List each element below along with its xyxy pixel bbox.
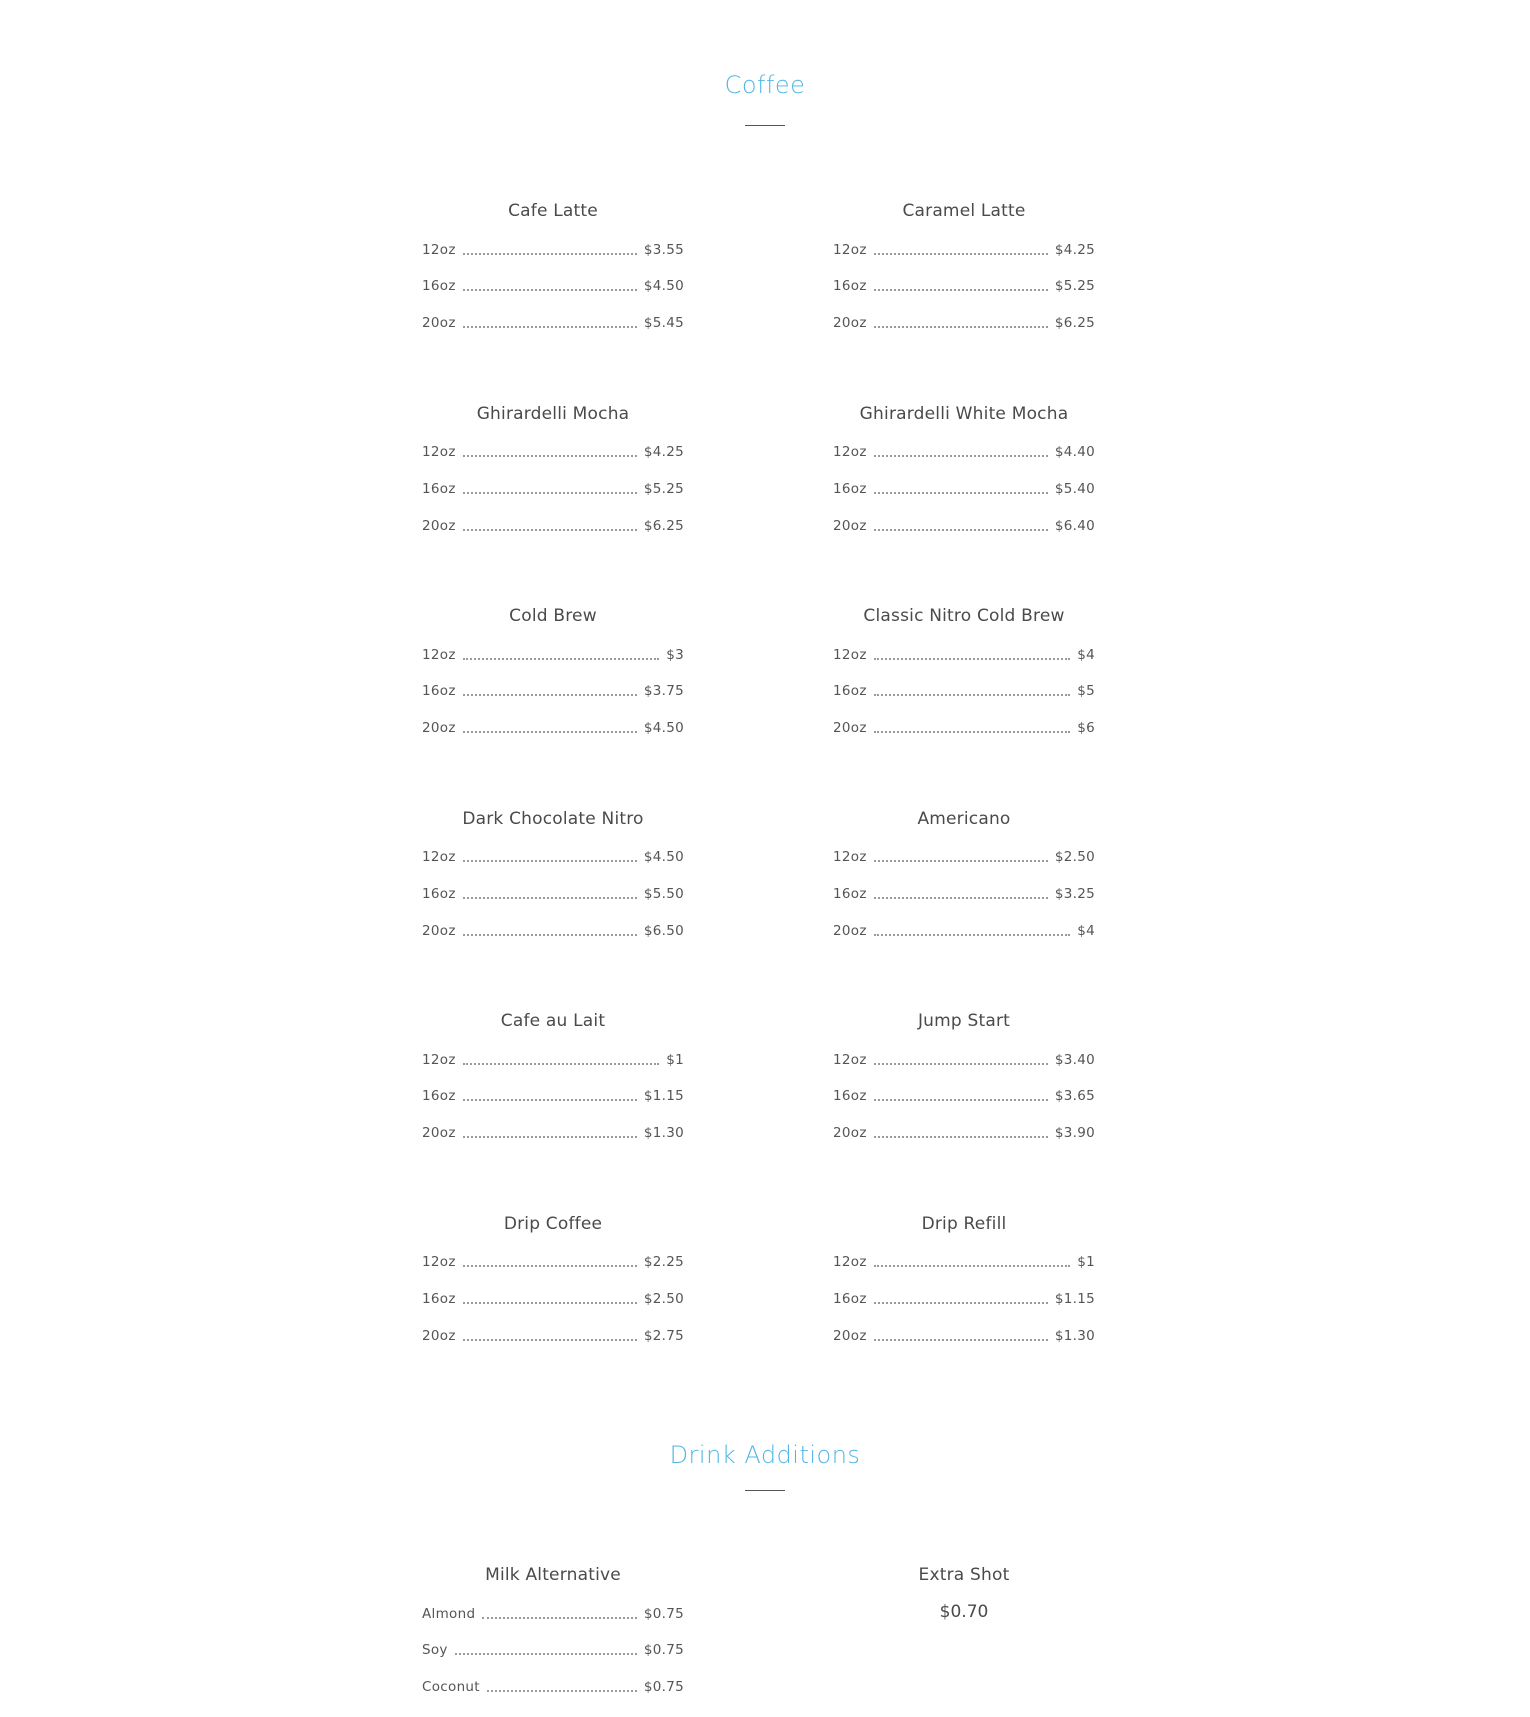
price-row-size: 12oz — [422, 1254, 456, 1271]
menu-item-name: Drip Coffee — [503, 1213, 603, 1234]
price-row-price: $3 — [666, 646, 684, 663]
price-row-size: 16oz — [833, 278, 867, 295]
price-row-size: 16oz — [422, 885, 456, 902]
price-row-price: $1.30 — [1054, 1327, 1095, 1344]
price-row — [422, 1047, 684, 1084]
menu-item — [422, 1213, 684, 1360]
section-divider — [745, 1490, 785, 1491]
price-row-size: 12oz — [422, 1051, 456, 1068]
price-row-price: $1.15 — [1054, 1290, 1095, 1307]
price-row — [833, 715, 1095, 752]
price-row — [422, 1084, 684, 1121]
dot-leader — [487, 1690, 637, 1692]
menu-item — [422, 200, 684, 347]
menu-item — [833, 808, 1095, 955]
price-row-size: 12oz — [833, 1254, 867, 1271]
price-row-size: 20oz — [422, 315, 456, 332]
dot-leader — [482, 1617, 637, 1619]
dot-leader — [874, 658, 1070, 660]
price-row — [422, 918, 684, 955]
dot-leader — [463, 1099, 637, 1101]
price-row-price: $4.50 — [643, 720, 684, 737]
menu-item — [833, 605, 1095, 752]
dot-leader — [874, 860, 1048, 862]
price-row — [833, 1250, 1095, 1287]
price-row — [422, 1638, 684, 1675]
menu-item-name: Cafe Latte — [508, 201, 598, 221]
price-row-size: 12oz — [422, 241, 456, 258]
menu-item-name: Extra Shot — [918, 1565, 1010, 1585]
price-row-size: 20oz — [422, 1125, 456, 1142]
dot-leader — [463, 1339, 637, 1341]
price-row-label: Coconut — [422, 1679, 480, 1696]
dot-leader — [463, 1136, 637, 1138]
dot-leader — [463, 529, 637, 531]
dot-leader — [874, 253, 1048, 255]
price-row-price: $0.75 — [643, 1605, 684, 1622]
price-row — [833, 513, 1095, 550]
section-title-drink-additions: Drink Additions — [669, 1441, 861, 1469]
menu-item — [422, 605, 684, 752]
price-row-size: 20oz — [833, 1125, 867, 1142]
section-title-coffee: Coffee — [724, 71, 806, 99]
dot-leader — [874, 529, 1048, 531]
price-row — [833, 310, 1095, 347]
price-row-size: 16oz — [422, 1290, 456, 1307]
price-row-size: 16oz — [422, 683, 456, 700]
price-row — [422, 310, 684, 347]
price-row-size: 16oz — [422, 480, 456, 497]
price-row-size: 20oz — [422, 922, 456, 939]
price-row — [422, 1674, 684, 1711]
dot-leader — [874, 492, 1048, 494]
price-row-price: $2.25 — [643, 1254, 684, 1271]
price-row — [833, 1120, 1095, 1157]
dot-leader — [874, 1099, 1048, 1101]
price-row-price: $5 — [1077, 683, 1095, 700]
dot-leader — [874, 731, 1070, 733]
price-row — [422, 881, 684, 918]
menu-item — [833, 1213, 1095, 1360]
price-row-size: 16oz — [422, 1088, 456, 1105]
dot-leader — [874, 1063, 1048, 1065]
price-row — [833, 881, 1095, 918]
price-row-price: $4 — [1077, 646, 1095, 663]
price-row — [833, 1323, 1095, 1360]
price-row-price: $4.50 — [643, 849, 684, 866]
dot-leader — [463, 492, 637, 494]
price-row-price: $2.50 — [643, 1290, 684, 1307]
price-row — [422, 715, 684, 752]
price-row-price: $1.15 — [643, 1088, 684, 1105]
price-row-size: 12oz — [833, 1051, 867, 1068]
price-row — [422, 513, 684, 550]
price-row-price: $1 — [1077, 1254, 1095, 1271]
price-row-price: $5.45 — [643, 315, 684, 332]
price-row-price: $6 — [1077, 720, 1095, 737]
menu-item — [833, 1010, 1095, 1157]
price-row-price: $4 — [1077, 922, 1095, 939]
price-row-size: 12oz — [422, 646, 456, 663]
price-row — [422, 679, 684, 716]
menu-item — [833, 403, 1095, 550]
price-row-price: $4.40 — [1054, 444, 1095, 461]
dot-leader — [463, 455, 637, 457]
dot-leader — [463, 658, 659, 660]
price-row — [833, 237, 1095, 274]
price-row — [422, 1286, 684, 1323]
price-row — [833, 1084, 1095, 1121]
price-row-price: $2.75 — [643, 1327, 684, 1344]
menu-item — [422, 1564, 684, 1711]
price-row-size: 16oz — [422, 278, 456, 295]
dot-leader — [463, 860, 637, 862]
price-row-price: $0.75 — [643, 1679, 684, 1696]
price-row-price: $5.40 — [1054, 480, 1095, 497]
dot-leader — [463, 934, 637, 936]
price-row-price: $4.25 — [643, 444, 684, 461]
price-row-size: 12oz — [422, 849, 456, 866]
price-row-size: 12oz — [833, 646, 867, 663]
price-row — [422, 1120, 684, 1157]
price-row-size: 12oz — [833, 849, 867, 866]
price-row — [422, 237, 684, 274]
price-row-size: 16oz — [833, 885, 867, 902]
price-row-price: $1.30 — [643, 1125, 684, 1142]
price-row-price: $3.55 — [643, 241, 684, 258]
dot-leader — [463, 1063, 659, 1065]
price-row — [833, 1047, 1095, 1084]
price-row — [833, 845, 1095, 882]
dot-leader — [463, 731, 637, 733]
price-row — [422, 1601, 684, 1638]
menu-item-name: Cafe au Lait — [500, 1011, 606, 1031]
price-row-price: $6.25 — [1054, 315, 1095, 332]
price-row-size: 12oz — [833, 444, 867, 461]
menu-item-name: Drip Refill — [921, 1213, 1007, 1234]
menu-item — [422, 808, 684, 955]
price-row — [833, 274, 1095, 311]
price-row-size: 16oz — [833, 1088, 867, 1105]
price-row-size: 20oz — [833, 1327, 867, 1344]
dot-leader — [874, 1136, 1048, 1138]
dot-leader — [874, 326, 1048, 328]
price-row — [422, 274, 684, 311]
dot-leader — [463, 289, 637, 291]
price-row — [422, 1323, 684, 1360]
price-row-price: $3.65 — [1054, 1088, 1095, 1105]
dot-leader — [874, 455, 1048, 457]
price-row-price: $5.25 — [643, 480, 684, 497]
price-row-price: $5.50 — [643, 885, 684, 902]
dot-leader — [455, 1653, 637, 1655]
dot-leader — [874, 897, 1048, 899]
price-row-size: 12oz — [833, 241, 867, 258]
menu-item-name: Milk Alternative — [485, 1565, 621, 1585]
dot-leader — [463, 1302, 637, 1304]
dot-leader — [463, 253, 637, 255]
price-row — [833, 642, 1095, 679]
price-row — [422, 440, 684, 477]
price-row — [422, 1250, 684, 1287]
menu-item — [422, 403, 684, 550]
dot-leader — [874, 1302, 1048, 1304]
menu-item-name: Dark Chocolate Nitro — [462, 808, 644, 829]
menu-item-name: Ghirardelli White Mocha — [859, 403, 1069, 424]
price-row-price: $5.25 — [1054, 278, 1095, 295]
price-row — [833, 918, 1095, 955]
price-row — [833, 476, 1095, 513]
menu-item — [833, 1564, 1095, 1623]
menu-item-name: Classic Nitro Cold Brew — [863, 606, 1065, 626]
dot-leader — [463, 326, 637, 328]
menu-item-name: Caramel Latte — [902, 201, 1026, 221]
dot-leader — [874, 1339, 1048, 1341]
price-row-size: 20oz — [422, 517, 456, 534]
price-row — [422, 845, 684, 882]
price-row-price: $4.50 — [643, 278, 684, 295]
price-row-size: 20oz — [422, 1327, 456, 1344]
price-row — [422, 642, 684, 679]
price-row-size: 20oz — [833, 922, 867, 939]
menu-item-price: $0.70 — [939, 1602, 989, 1622]
price-row-price: $1 — [666, 1051, 684, 1068]
menu-item-name: Jump Start — [917, 1011, 1011, 1031]
price-row-price: $3.25 — [1054, 885, 1095, 902]
price-row — [833, 679, 1095, 716]
dot-leader — [463, 694, 637, 696]
price-row-size: 20oz — [833, 315, 867, 332]
price-row-size: 20oz — [833, 720, 867, 737]
price-row-price: $4.25 — [1054, 241, 1095, 258]
price-row-label: Almond — [422, 1605, 476, 1622]
price-row-size: 16oz — [833, 683, 867, 700]
price-row-price: $3.90 — [1054, 1125, 1095, 1142]
menu-item — [422, 1010, 684, 1157]
price-row-price: $6.50 — [643, 922, 684, 939]
price-row-price: $6.25 — [643, 517, 684, 534]
price-row-price: $3.40 — [1054, 1051, 1095, 1068]
price-row-price: $6.40 — [1054, 517, 1095, 534]
price-row — [833, 440, 1095, 477]
menu-item-name: Cold Brew — [509, 606, 597, 626]
dot-leader — [874, 1265, 1070, 1267]
price-row-price: $0.75 — [643, 1642, 684, 1659]
price-row-size: 16oz — [833, 1290, 867, 1307]
price-row — [833, 1286, 1095, 1323]
price-row-label: Soy — [422, 1642, 448, 1659]
dot-leader — [874, 289, 1048, 291]
dot-leader — [874, 934, 1070, 936]
price-row-size: 16oz — [833, 480, 867, 497]
price-row-size: 20oz — [833, 517, 867, 534]
menu-item-name: Ghirardelli Mocha — [476, 403, 630, 424]
menu-item — [833, 200, 1095, 347]
price-row-size: 12oz — [422, 444, 456, 461]
price-row-price: $3.75 — [643, 683, 684, 700]
menu-item-name: Americano — [917, 808, 1011, 829]
dot-leader — [463, 897, 637, 899]
price-row-size: 20oz — [422, 720, 456, 737]
dot-leader — [463, 1265, 637, 1267]
price-row — [422, 476, 684, 513]
price-row-price: $2.50 — [1054, 849, 1095, 866]
dot-leader — [874, 694, 1070, 696]
section-divider — [745, 125, 785, 126]
